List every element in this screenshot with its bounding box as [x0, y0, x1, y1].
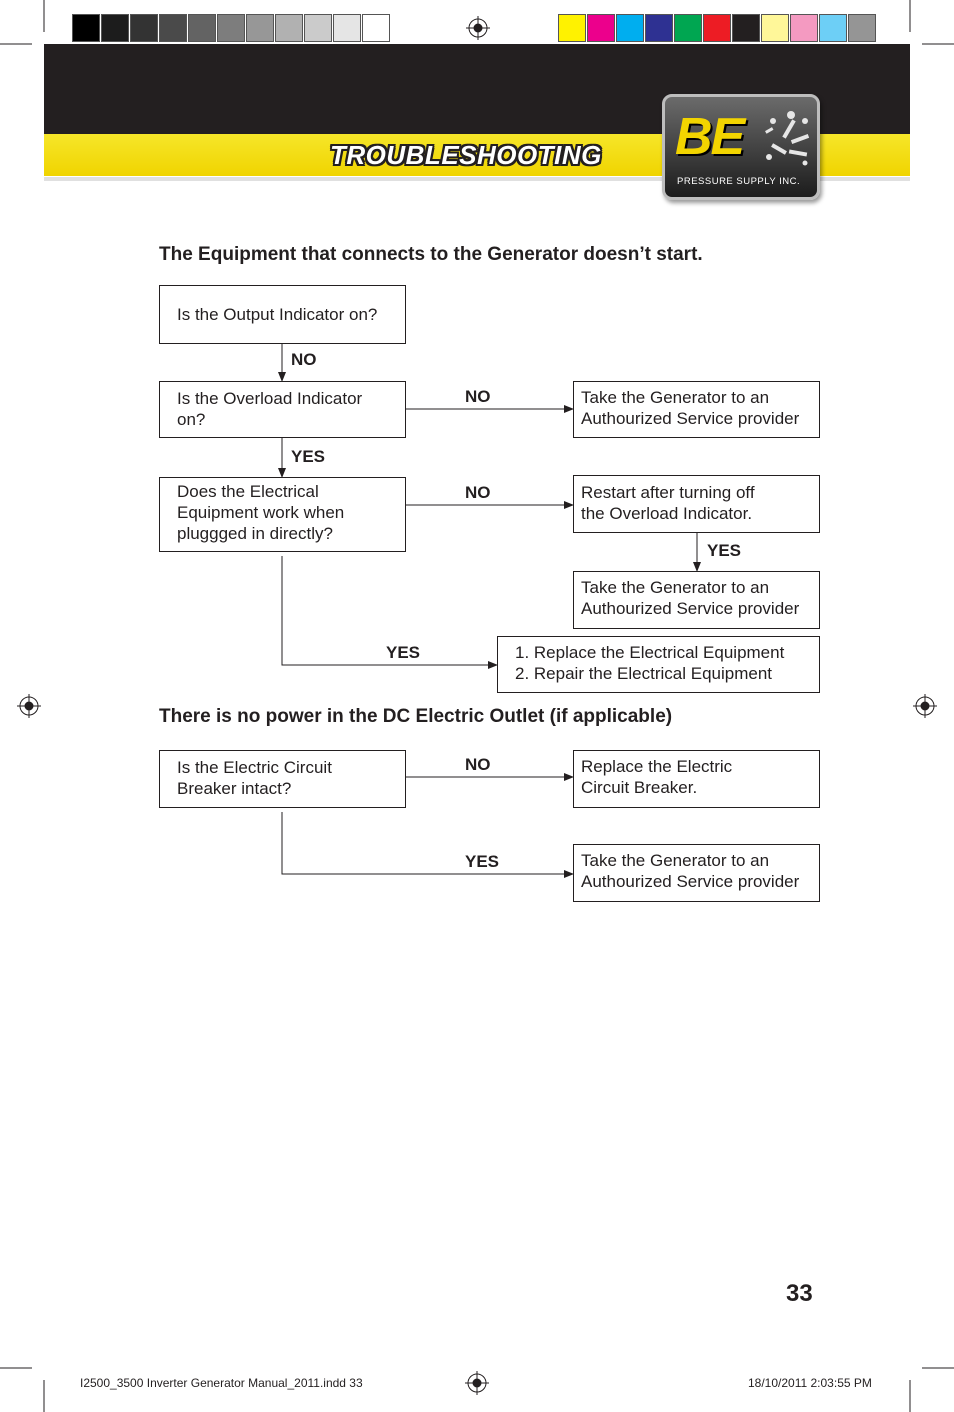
box-text-line: Is the Electric Circuit: [177, 758, 332, 777]
box-service-provider-2: [573, 571, 820, 629]
date-slug: 18/10/2011 2:03:55 PM: [748, 1376, 872, 1390]
box-restart-overload: [573, 475, 820, 533]
file-slug: I2500_3500 Inverter Generator Manual_2011.indd 33: [80, 1376, 363, 1390]
logo-letters: BE: [675, 108, 744, 166]
box-text-line: on?: [177, 410, 206, 429]
box-text-line: Authourized Service provider: [581, 409, 800, 428]
box-overload-indicator: [159, 381, 406, 438]
box-text-line: 2. Repair the Electrical Equipment: [515, 664, 773, 683]
box-text-line: Authourized Service provider: [581, 872, 800, 891]
box-text-line: Take the Generator to an: [581, 388, 770, 407]
label-yes: YES: [386, 643, 421, 662]
box-circuit-breaker: [159, 750, 406, 808]
box-text-line: Is the Output Indicator on?: [177, 305, 378, 324]
box-text-line: Restart after turning off: [581, 483, 755, 502]
box-text-line: Is the Overload Indicator: [177, 389, 363, 408]
section-title-dc-outlet: There is no power in the DC Electric Outlet (if applicable): [159, 706, 673, 727]
label-no: NO: [465, 387, 491, 406]
box-text-line: Does the Electrical: [177, 482, 319, 501]
box-text-line: Take the Generator to an: [581, 851, 770, 870]
box-text-line: the Overload Indicator.: [581, 504, 753, 523]
box-replace-breaker: [573, 750, 820, 808]
box-replace-repair: [497, 636, 820, 693]
label-no: NO: [291, 350, 317, 369]
section-title-equipment: The Equipment that connects to the Generator doesn’t start.: [159, 244, 703, 265]
box-electrical-equipment: [159, 477, 406, 552]
box-service-provider-3: [573, 844, 820, 902]
box-text-line: Authourized Service provider: [581, 599, 800, 618]
arrow-s2q1-r2: [282, 812, 573, 874]
label-yes: YES: [707, 541, 742, 560]
box-text-line: Replace the Electric: [581, 757, 733, 776]
box-output-indicator: [159, 285, 406, 344]
box-service-provider-1: [573, 381, 820, 438]
box-text-line: pluggged in directly?: [177, 524, 333, 543]
page-number: 33: [786, 1280, 813, 1307]
box-text-line: Take the Generator to an: [581, 578, 770, 597]
box-text-line: Circuit Breaker.: [581, 778, 698, 797]
page-title: TROUBLESHOOTING: [330, 140, 602, 170]
box-text-line: Equipment work when: [177, 503, 345, 522]
logo-subtitle: PRESSURE SUPPLY INC.: [677, 176, 801, 187]
box-text-line: Breaker intact?: [177, 779, 292, 798]
label-no: NO: [465, 483, 491, 502]
label-yes: YES: [465, 852, 500, 871]
label-yes: YES: [291, 447, 326, 466]
label-no: NO: [465, 755, 491, 774]
box-text-line: 1. Replace the Electrical Equipment: [515, 643, 785, 662]
